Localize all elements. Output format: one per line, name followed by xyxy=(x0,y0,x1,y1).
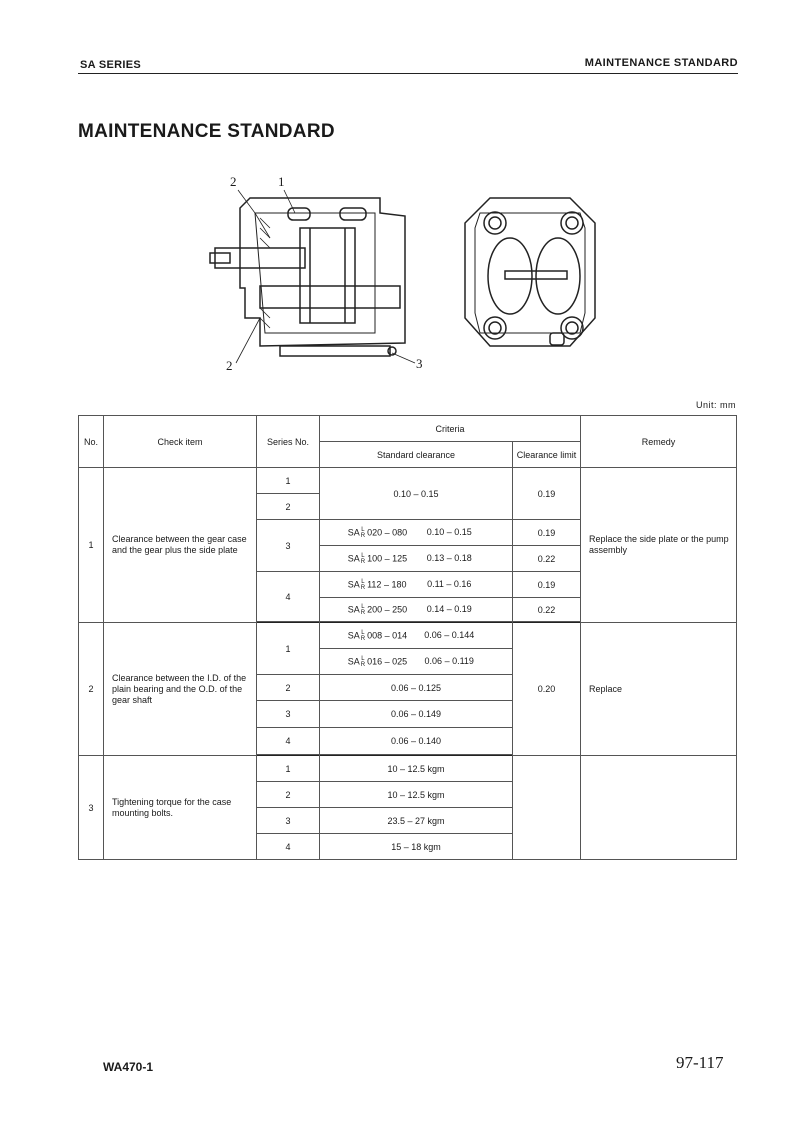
item-3-torque-3: 23.5 – 27 kgm xyxy=(320,808,513,834)
item-2-series-1: 1 xyxy=(257,623,320,675)
callout-2-top: 2 xyxy=(230,174,237,189)
sa-model: SA L R 112 – 180 xyxy=(347,578,407,591)
sa-model: SA L R 016 – 025 xyxy=(347,655,408,668)
page-title: MAINTENANCE STANDARD xyxy=(78,121,335,142)
item-2-clearance-1b: SA L R 016 – 025 0.06 – 0.119 xyxy=(320,649,513,675)
table-row xyxy=(79,756,737,782)
item-2-clearance-4: 0.06 – 0.140 xyxy=(320,728,513,755)
unit-label: Unit: mm xyxy=(696,400,736,410)
item-2-clearance-1a: SA L R 008 – 014 0.06 – 0.144 xyxy=(320,623,513,649)
sa-model: SA L R 100 – 125 xyxy=(347,552,408,565)
item-1-check: Clearance between the gear case and the gear plus the side plate xyxy=(104,468,257,623)
item-1-limit-3b: 0.22 xyxy=(513,546,581,572)
callout-2-bottom: 2 xyxy=(226,358,233,373)
table-row xyxy=(79,623,737,649)
header-check-item: Check item xyxy=(104,416,257,468)
item-1-limit-4a: 0.19 xyxy=(513,572,581,598)
item-3-check: Tightening torque for the case mounting bolts. xyxy=(104,756,257,860)
sa-model: SA L R 200 – 250 xyxy=(347,603,408,616)
item-1-series-4: 4 xyxy=(257,572,320,622)
callout-3: 3 xyxy=(416,356,423,371)
footer-page-number: 97-117 xyxy=(676,1053,724,1072)
item-3-limit-empty xyxy=(513,756,581,860)
item-3-series-1: 1 xyxy=(257,756,320,782)
item-3-torque-1: 10 – 12.5 kgm xyxy=(320,756,513,782)
item-1-series-1: 1 xyxy=(257,468,320,494)
item-1-no: 1 xyxy=(79,468,104,623)
header-section: MAINTENANCE STANDARD xyxy=(584,57,738,69)
page-header xyxy=(78,57,738,74)
callout-1: 1 xyxy=(278,174,285,189)
item-1-series-3: 3 xyxy=(257,520,320,572)
item-3-series-3: 3 xyxy=(257,808,320,834)
item-3-series-4: 4 xyxy=(257,834,320,860)
header-no: No. xyxy=(79,416,104,468)
item-3-torque-2: 10 – 12.5 kgm xyxy=(320,782,513,808)
item-1-clearance-3b: SA L R 100 – 125 0.13 – 0.18 xyxy=(320,546,513,572)
item-1-limit-3a: 0.19 xyxy=(513,520,581,546)
header-criteria: Criteria xyxy=(320,416,581,442)
item-1-clearance-4a: SA L R 112 – 180 0.11 – 0.16 xyxy=(320,572,513,598)
item-1-limit-12: 0.19 xyxy=(513,468,581,520)
item-3-torque-4: 15 – 18 kgm xyxy=(320,834,513,860)
sa-model: SA L R 020 – 080 xyxy=(347,526,408,539)
item-2-clearance-2: 0.06 – 0.125 xyxy=(320,675,513,701)
item-1-std-12: 0.10 – 0.15 xyxy=(320,468,513,520)
header-series-no: Series No. xyxy=(257,416,320,468)
header-remedy: Remedy xyxy=(581,416,737,468)
item-1-limit-4b: 0.22 xyxy=(513,598,581,622)
item-2-clearance-3: 0.06 – 0.149 xyxy=(320,701,513,728)
item-3-remedy-empty xyxy=(581,756,737,860)
footer-model: WA470-1 xyxy=(103,1060,154,1074)
item-2-series-3: 3 xyxy=(257,701,320,728)
header-clearance-limit: Clearance limit xyxy=(513,442,581,468)
sa-model: SA L R 008 – 014 xyxy=(347,629,408,642)
header-standard-clearance: Standard clearance xyxy=(320,442,513,468)
pump-figure xyxy=(200,168,620,383)
item-3-series-2: 2 xyxy=(257,782,320,808)
item-1-clearance-3a: SA L R 020 – 080 0.10 – 0.15 xyxy=(320,520,513,546)
maintenance-standard-table xyxy=(78,415,737,860)
item-2-check: Clearance between the I.D. of the plain bearing and the O.D. of the gear shaft xyxy=(104,623,257,756)
item-1-remedy: Replace the side plate or the pump assembly xyxy=(581,468,737,623)
table-row xyxy=(79,468,737,494)
gear-pump-drawing xyxy=(200,168,620,378)
item-1-series-2: 2 xyxy=(257,494,320,520)
item-2-no: 2 xyxy=(79,623,104,756)
item-2-series-4: 4 xyxy=(257,728,320,755)
item-2-remedy: Replace xyxy=(581,623,737,756)
item-2-series-2: 2 xyxy=(257,675,320,701)
header-series: SA SERIES xyxy=(80,59,141,71)
item-1-clearance-4b: SA L R 200 – 250 0.14 – 0.19 xyxy=(320,598,513,622)
item-2-limit: 0.20 xyxy=(513,623,581,756)
item-3-no: 3 xyxy=(79,756,104,860)
